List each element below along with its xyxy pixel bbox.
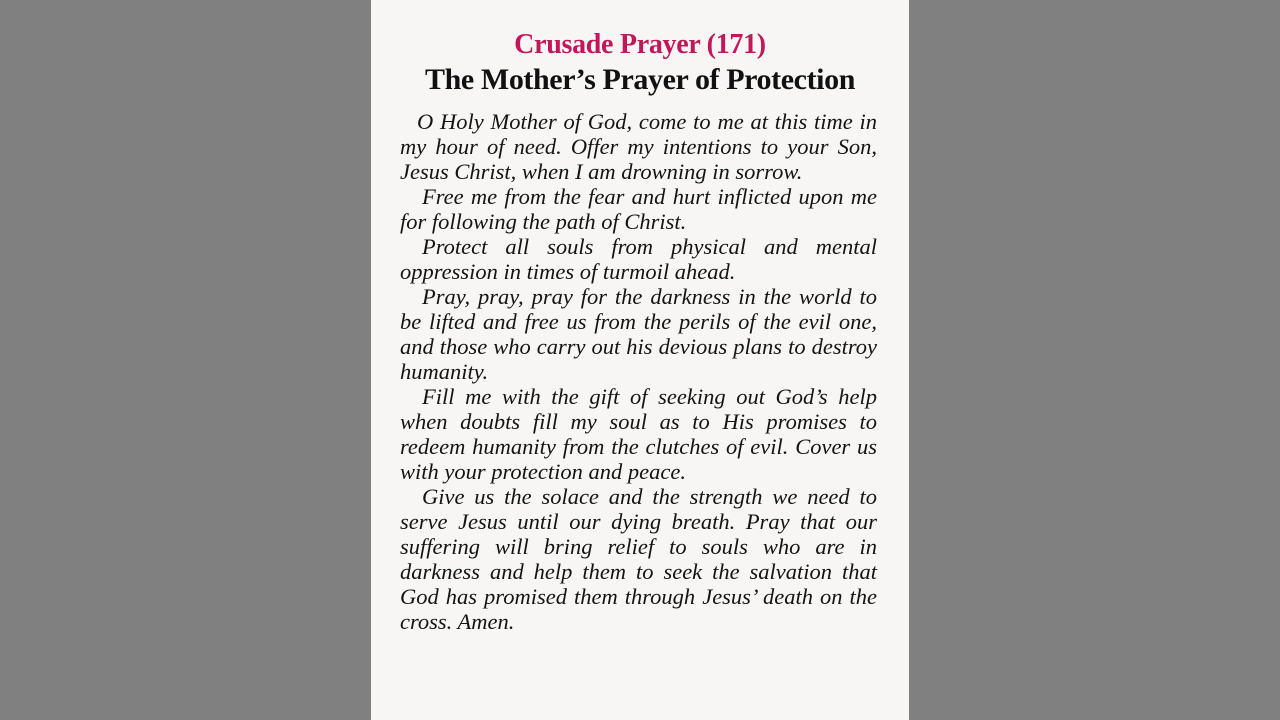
prayer-title: Crusade Prayer (171): [514, 29, 766, 60]
prayer-paragraph: O Holy Mother of God, come to me at this time in my hour of need. Offer my intentions to your Son, Jesus Christ, when I am drowning in sorrow.: [400, 109, 877, 184]
prayer-subtitle: The Mother’s Prayer of Protection: [425, 63, 855, 96]
prayer-card: [371, 0, 909, 720]
prayer-body: [400, 109, 877, 634]
prayer-paragraph: Free me from the fear and hurt inflicted upon me for following the path of Christ.: [400, 184, 877, 234]
prayer-paragraph: Pray, pray, pray for the darkness in the world to be lifted and free us from the perils of the evil one, and those who carry out his devious plans to destroy humanity.: [400, 284, 877, 384]
prayer-paragraph: Fill me with the gift of seeking out God’s help when doubts fill my soul as to His promises to redeem humanity from the clutches of evil. Cover us with your protection and peace.: [400, 384, 877, 484]
prayer-paragraph: Protect all souls from physical and mental oppression in times of turmoil ahead.: [400, 234, 877, 284]
prayer-paragraph: Give us the solace and the strength we need to serve Jesus until our dying breath. Pray that our suffering will bring relief to souls who are in darkness and help them to seek the salvation that God has promised them through Jesus’ death on the cross. Amen.: [400, 484, 877, 634]
